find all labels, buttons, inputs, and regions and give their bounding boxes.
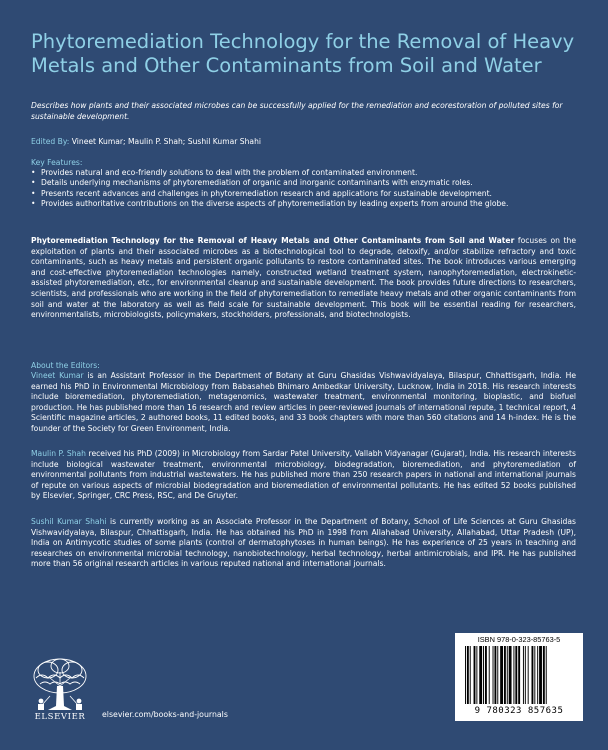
key-feature-item: • Presents recent advances and challenges in phytoremediation research and applications for sustainable development. xyxy=(31,189,587,199)
editor-bio-text: is an Assistant Professor in the Department of Botany at Guru Ghasidas Vishwavidyalaya, Bilaspur, Chhattisgarh, India. He earned his PhD in Environmental Microbiology from Babasaheb Bhimaro Ambedkar University, Lucknow, India in 2018. His research interests include bioremediation, phytoremediation, metagenomics, wastewater treatment, environmental monitoring, bioplastic, and biofuel production. He has published more than 16 research and review articles in peer-reviewed journals of international repute, 1 technical report, 4 Scientific magazine articles, 2 authored books, 11 edited books, and 33 book chapters with more than 560 citations and 14 h-index. He is the founder of the Society for Green Environment, India. xyxy=(31,371,576,433)
description-text: focuses on the exploitation of plants and their associated microbes as a biotechnological tool to degrade, detoxify, and/or stabilize refractory and toxic contaminants, such as heavy metals and persistent organic pollutants to restore contaminated sites. The book introduces various emerging and cost-effective phytoremediation technologies namely, constructed wetland treatment system, nanophytoremediation, electrokinetic-assisted phytoremediation, etc., for environmental cleanup and sustainable development. The book provides future directions to researchers, scientists, and professionals who are working in the field of phytoremediation to remediate heavy metals and other organic contaminants from soil and water at the laboratory as well as field scale for sustainable development. This book will be essential reading for researchers, environmentalists, microbiologists, policymakers, stockholders, professionals, and biotechnologists. xyxy=(31,236,576,320)
editor-bio-kumar xyxy=(31,371,576,435)
editor-name: Vineet Kumar xyxy=(31,371,84,380)
editor-name: Maulin P. Shah xyxy=(31,449,86,458)
elsevier-tree-logo-icon xyxy=(28,656,92,712)
editor-bio-text: received his PhD (2009) in Microbiology from Sardar Patel University, Vallabh Vidyanagar (Gujarat), India. His research interests include biological wastewater treatment, environmental microbiology, biodegradation, bioremediation, and phytoremediation of environmental pollutants from industrial wastewaters. He has published more than 250 research papers in national and international journals of repute on various aspects of microbial biodegradation and bioremediation of environmental pollutants. He has edited 52 books published by Elsevier, Springer, CRC Press, RSC, and De Gruyter. xyxy=(31,449,576,501)
editors-label: Edited By: xyxy=(31,137,70,146)
barcode-bars xyxy=(463,646,575,706)
key-feature-item: • Provides natural and eco-friendly solutions to deal with the problem of contaminated environment. xyxy=(31,168,587,178)
isbn-digits: 9 780323 857635 xyxy=(474,706,564,716)
publisher-name: ELSEVIER xyxy=(34,712,86,722)
book-title: Phytoremediation Technology for the Removal of Heavy Metals and Other Contaminants from Soil and Water xyxy=(31,30,575,77)
key-feature-item: • Provides authoritative contributions on the diverse aspects of phytoremediation by leading experts from around the globe. xyxy=(31,199,587,209)
book-description xyxy=(31,236,576,321)
editor-name: Sushil Kumar Shahi xyxy=(31,517,107,526)
key-features-heading: Key Features: xyxy=(31,158,83,167)
key-feature-item: • Details underlying mechanisms of phytoremediation of organic and inorganic contaminants with enzymatic roles. xyxy=(31,178,587,188)
editor-bio-shahi xyxy=(31,517,576,570)
publisher-website-link[interactable]: elsevier.com/books-and-journals xyxy=(102,710,228,719)
key-features-list xyxy=(31,168,587,210)
editors-names: Vineet Kumar; Maulin P. Shah; Sushil Kumar Shahi xyxy=(71,137,261,146)
editor-bio-text: is currently working as an Associate Professor in the Department of Botany, School of Life Sciences at Guru Ghasidas Vishwavidyalaya, Bilaspur, Chhattisgarh, India. He has obtained his PhD in 1998 from Allahabad University, Allahabad, Uttar Pradesh (UP), India on Antimycotic studies of some plants (control of dermatophytoses in human beings). He has experience of 25 years in teaching and researches on environmental microbial technology, nanobiotechnology, herbal technology, herbal antimicrobials, and IPR. He has published more than 56 original research articles in various reputed national and international journals. xyxy=(31,517,576,569)
editors-line xyxy=(31,136,587,147)
isbn-barcode xyxy=(455,633,583,721)
editor-bio-shah xyxy=(31,449,576,502)
isbn-label: ISBN 978-0-323-85763-5 xyxy=(477,635,561,644)
about-editors-heading: About the Editors: xyxy=(31,361,100,370)
description-title: Phytoremediation Technology for the Removal of Heavy Metals and Other Contaminants from Soil and Water xyxy=(31,236,515,245)
book-blurb: Describes how plants and their associated microbes can be successfully applied for the remediation and ecorestoration of polluted sites for sustainable development. xyxy=(31,101,563,121)
